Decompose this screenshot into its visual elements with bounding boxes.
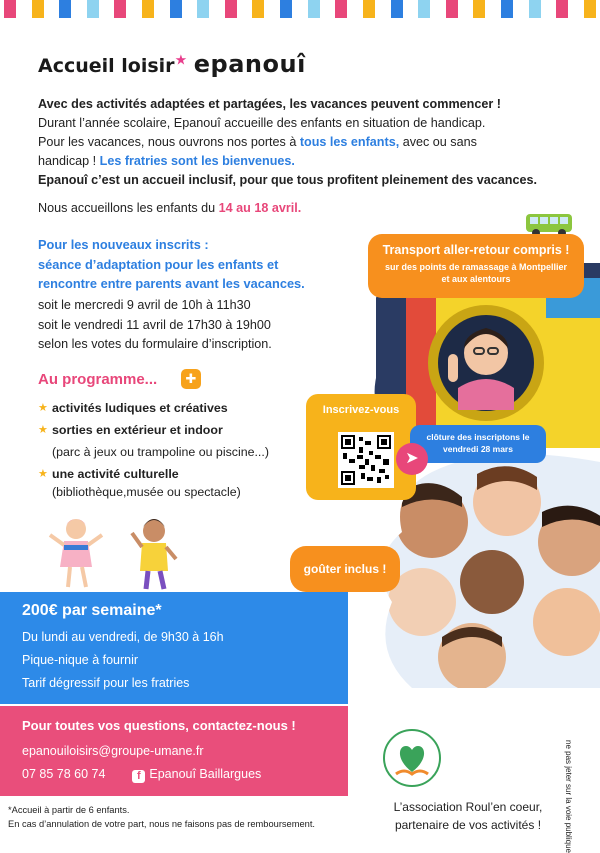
- kids-illustration: [48, 515, 188, 595]
- newcomers-line-3: rencontre entre parents avant les vacances.: [38, 276, 305, 291]
- newcomers-line-2: séance d’adaptation pour les enfants et: [38, 256, 279, 272]
- cursor-click-icon: ➤: [396, 443, 428, 475]
- programme-item: [38, 467, 338, 481]
- price-schedule: Du lundi au vendredi, de 9h30 à 16h: [22, 630, 224, 644]
- price-siblings: Tarif dégressif pour les fratries: [22, 676, 190, 690]
- price-box: [0, 592, 348, 704]
- intro-paragraph: [38, 95, 578, 190]
- puzzle-icon: ✚: [181, 369, 201, 389]
- programme-list: [38, 395, 338, 499]
- brand-logo-text: epanouî: [193, 50, 306, 78]
- newcomers-line-1: Pour les nouveaux inscrits :: [38, 237, 209, 252]
- price-picnic: Pique-nique à fournir: [22, 653, 139, 667]
- session-3: selon les votes du formulaire d’inscription.: [38, 337, 272, 351]
- star-icon: ★: [174, 52, 188, 69]
- contact-title: Pour toutes vos questions, contactez-nous !: [22, 718, 296, 733]
- transport-bubble: [368, 234, 584, 298]
- intro-line-2: Durant l’année scolaire, Epanouî accueille des enfants en situation de handicap.: [38, 116, 486, 130]
- intro-line-5: Epanouî c’est un accueil inclusif, pour que tous profitent pleinement des vacances.: [38, 173, 537, 187]
- star-bullet-icon: ★: [38, 402, 48, 414]
- footnote-line-1: *Accueil à partir de 6 enfants.: [8, 805, 130, 815]
- intro-siblings-welcome: Les fratries sont les bienvenues.: [99, 154, 295, 168]
- programme-item-3-sub: (bibliothèque,musée ou spectacle): [52, 485, 241, 499]
- star-bullet-icon: ★: [38, 468, 48, 480]
- intro-line-3c: avec ou sans: [402, 135, 477, 149]
- top-color-strip: [0, 0, 600, 18]
- dates-prefix: Nous accueillons les enfants du: [38, 201, 216, 215]
- star-bullet-icon: ★: [38, 424, 48, 436]
- intro-line-1: Avec des activités adaptées et partagées, les vacances peuvent commencer !: [38, 97, 501, 111]
- association-logo: [382, 728, 442, 788]
- signup-label: Inscrivez-vous: [322, 404, 400, 416]
- footnote-line-2: En cas d’annulation de votre part, nous ne faisons pas de remboursement.: [8, 819, 315, 829]
- sessions-list: [38, 296, 368, 355]
- programme-item: [38, 401, 338, 415]
- association-line-2: partenaire de vos activités !: [394, 818, 542, 832]
- contact-facebook[interactable]: Epanouî Baillargues: [149, 767, 262, 781]
- vertical-disposal-note: ne pas jeter sur la voie publique: [564, 740, 573, 853]
- price-title: 200€ par semaine*: [22, 602, 162, 619]
- intro-line-3a: Pour les vacances, nous ouvrons nos portes à: [38, 135, 297, 149]
- transport-sub-2: et aux alentours: [441, 274, 511, 284]
- newcomers-heading: [38, 235, 368, 294]
- deadline-line-1: clôture des inscriptons le: [426, 432, 530, 442]
- intro-line-4a: handicap !: [38, 154, 97, 168]
- footnote: [8, 803, 315, 831]
- session-2: soit le vendredi 11 avril de 17h30 à 19h00: [38, 317, 271, 332]
- programme-item-1: activités ludiques et créatives: [52, 401, 228, 415]
- intro-line-4: [38, 152, 578, 171]
- signup-deadline-badge: [410, 425, 546, 463]
- deadline-line-2: vendredi 28 mars: [443, 444, 513, 454]
- dates-line: [38, 201, 301, 215]
- title-text: Accueil loisir: [38, 55, 175, 77]
- qr-code[interactable]: [338, 432, 394, 488]
- session-1: soit le mercredi 9 avril de 10h à 11h30: [38, 298, 251, 312]
- association-text: [374, 798, 562, 834]
- transport-title: Transport aller-retour compris !: [382, 243, 570, 257]
- intro-all-children: tous les enfants,: [299, 135, 400, 149]
- facebook-icon: f: [132, 770, 145, 783]
- association-line-1: L’association Roul’en coeur,: [393, 800, 543, 814]
- page-title: [38, 50, 306, 78]
- programme-item-2-sub: (parc à jeux ou trampoline ou piscine...): [52, 445, 269, 459]
- transport-sub-1: sur des points de ramassage à Montpellier: [384, 262, 568, 272]
- contact-email[interactable]: epanouiloisirs@groupe-umane.fr: [22, 744, 204, 758]
- dates-range: 14 au 18 avril.: [218, 201, 302, 215]
- programme-item: [38, 423, 338, 437]
- contact-phone[interactable]: 07 85 78 60 74: [22, 767, 106, 781]
- programme-title: Au programme...: [38, 371, 158, 388]
- programme-item-2: sorties en extérieur et indoor: [52, 423, 223, 437]
- contact-box: [0, 706, 348, 796]
- programme-item-3: une activité culturelle: [52, 467, 179, 481]
- intro-line-3: [38, 133, 578, 152]
- contact-phone-row: [22, 767, 261, 783]
- snack-bubble: goûter inclus !: [290, 546, 400, 592]
